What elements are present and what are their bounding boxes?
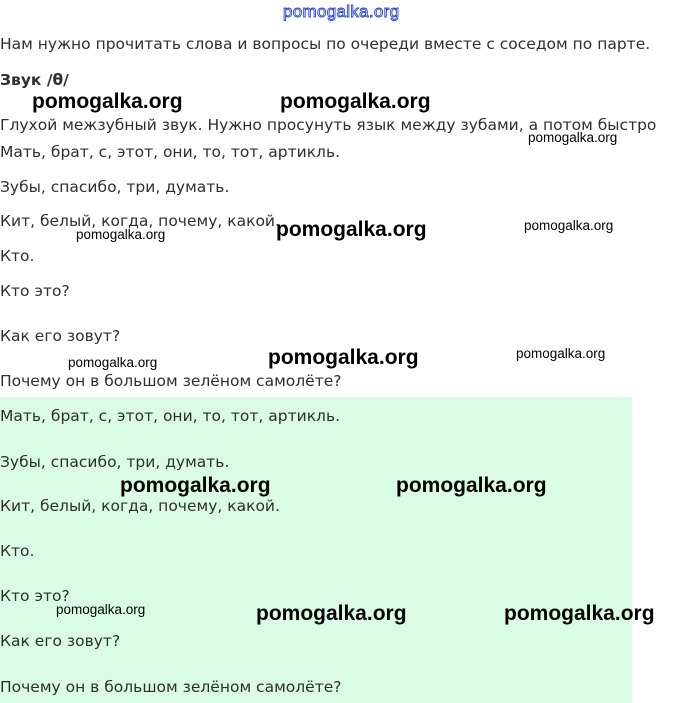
green-text-line: Кит, белый, когда, почему, какой. <box>0 497 280 515</box>
text-line: Кто это? <box>0 282 70 300</box>
green-text-line: Зубы, спасибо, три, думать. <box>0 453 230 471</box>
watermark-top: pomogalka.org <box>283 2 400 21</box>
text-line: Мать, брат, с, этот, они, то, тот, артикль. <box>0 143 341 161</box>
green-highlight-block <box>0 397 632 703</box>
green-text-line: Почему он в большом зелёном самолёте? <box>0 678 342 696</box>
watermark: pomogalka.org <box>280 90 431 113</box>
sound-heading: Звук /θ/ <box>0 71 69 89</box>
watermark: pomogalka.org <box>256 602 407 625</box>
text-line: Кит, белый, когда, почему, какой. <box>0 212 280 230</box>
watermark: pomogalka.org <box>396 474 547 497</box>
description-text: Глухой межзубный звук. Нужно просунуть язык между зубами, а потом быстро <box>0 116 657 134</box>
watermark: pomogalka.org <box>524 218 614 233</box>
text-line: Зубы, спасибо, три, думать. <box>0 178 230 196</box>
text-line: Как его зовут? <box>0 327 121 345</box>
text-line: Почему он в большом зелёном самолёте? <box>0 372 342 390</box>
watermark: pomogalka.org <box>516 346 606 361</box>
watermark: pomogalka.org <box>32 90 183 113</box>
green-text-line: Как его зовут? <box>0 632 121 650</box>
watermark: pomogalka.org <box>528 130 618 145</box>
watermark: pomogalka.org <box>268 346 419 369</box>
watermark: pomogalka.org <box>504 602 655 625</box>
watermark: pomogalka.org <box>76 227 166 242</box>
watermark: pomogalka.org <box>68 355 158 370</box>
watermark: pomogalka.org <box>56 602 146 617</box>
green-text-line: Мать, брат, с, этот, они, то, тот, артикль. <box>0 407 341 425</box>
intro-text: Нам нужно прочитать слова и вопросы по очереди вместе с соседом по парте. <box>0 35 651 53</box>
green-text-line: Кто это? <box>0 587 70 605</box>
watermark: pomogalka.org <box>276 218 427 241</box>
watermark: pomogalka.org <box>120 474 271 497</box>
green-text-line: Кто. <box>0 542 35 560</box>
text-line: Кто. <box>0 247 35 265</box>
